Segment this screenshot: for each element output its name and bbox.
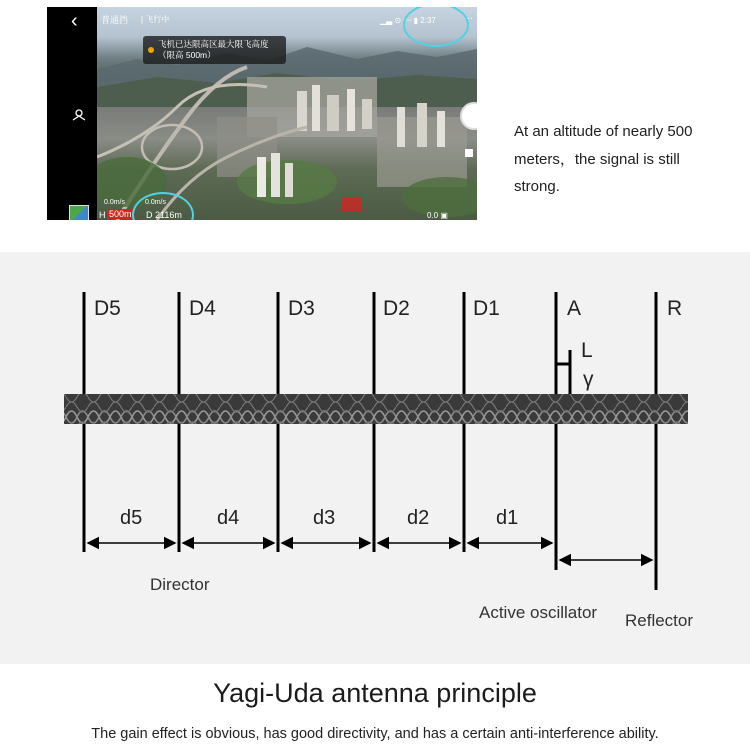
signal-caption: At an altitude of nearly 500 meters，the signal is still strong. xyxy=(514,123,693,195)
warning-dot-icon xyxy=(148,47,154,53)
signal-status-bar: ▁▃ ⊙ 〰 ▮ 2:37 xyxy=(380,16,436,25)
vertical-speed: 0.0m/s xyxy=(145,199,167,206)
label-dist-d3: d3 xyxy=(313,507,336,529)
chevron-left-icon[interactable]: ‹ xyxy=(71,10,78,32)
yagi-diagram-panel xyxy=(0,252,750,664)
flight-status-label: | 飞行中 xyxy=(141,15,170,24)
height-label: H xyxy=(99,210,106,220)
gamma-feed xyxy=(556,364,570,394)
label-dist-d5: d5 xyxy=(120,507,143,529)
more-options-icon[interactable]: ··· xyxy=(464,13,473,23)
label-gamma: γ xyxy=(583,368,594,391)
label-d5: D5 xyxy=(94,297,121,320)
label-d2: D2 xyxy=(383,297,410,320)
antenna-boom xyxy=(64,394,688,424)
horizontal-speed: 0.0m/s xyxy=(104,199,126,206)
distance-value: D 2116m xyxy=(146,210,182,220)
label-a: A xyxy=(567,297,582,320)
drone-icon[interactable] xyxy=(71,107,87,123)
label-dist-d1: d1 xyxy=(496,507,519,529)
description-text: The gain effect is obvious, has good directivity, and has a certain anti-interference ability. xyxy=(91,726,659,742)
height-value: 500m xyxy=(109,209,132,219)
altitude-warning-banner xyxy=(143,36,286,64)
page-title: Yagi-Uda antenna principle xyxy=(213,678,537,708)
label-d3: D3 xyxy=(288,297,315,320)
app-side-bar xyxy=(47,7,97,220)
map-thumbnail-icon[interactable] xyxy=(69,205,89,220)
altitude-warning-text: 飞机已达限高区最大限飞高度（限高 500m） xyxy=(158,39,269,60)
label-l: L xyxy=(581,339,593,362)
director-label: Director xyxy=(150,575,210,594)
playback-icon[interactable] xyxy=(465,149,473,157)
yagi-antenna-diagram xyxy=(0,252,750,664)
active-oscillator-label: Active oscillator xyxy=(479,603,598,622)
reflector-label: Reflector xyxy=(625,611,694,630)
label-r: R xyxy=(667,297,683,320)
flight-mode-label[interactable]: 普通挡 xyxy=(101,15,129,25)
camera-readout: 0.0 ▣ xyxy=(427,211,448,220)
label-dist-d4: d4 xyxy=(217,507,240,529)
drone-app-screenshot xyxy=(47,7,477,220)
label-d1: D1 xyxy=(473,297,500,320)
label-d4: D4 xyxy=(189,297,216,320)
label-dist-d2: d2 xyxy=(407,507,430,529)
